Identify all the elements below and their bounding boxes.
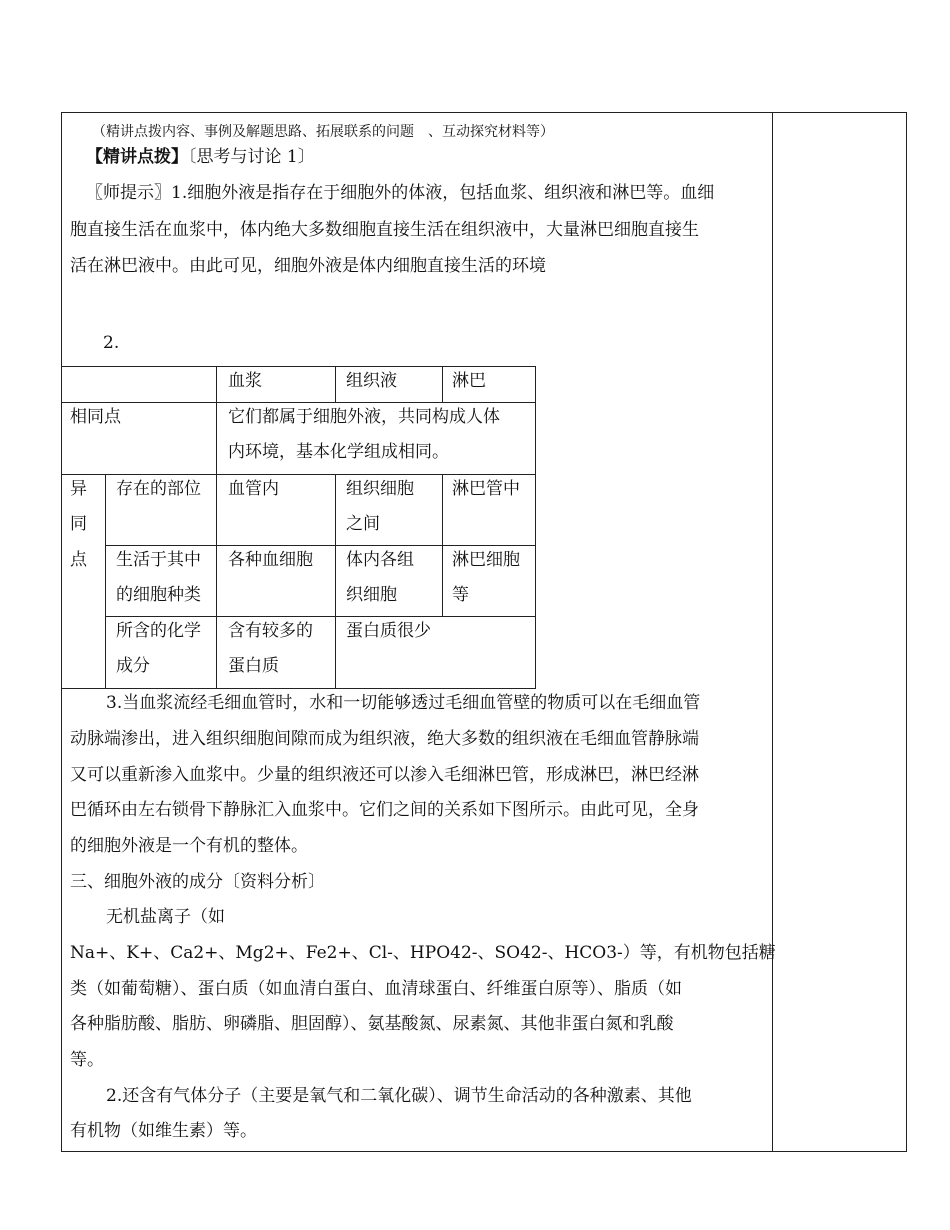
table-diff-label: 异	[70, 479, 87, 499]
table-cell: 蛋白质很少	[346, 621, 431, 641]
table-same-text: 它们都属于细胞外液，共同构成人体	[228, 407, 500, 427]
table-rule	[105, 616, 536, 617]
table-row-label: 生活于其中	[116, 550, 201, 570]
table-cell: 各种血细胞	[228, 550, 313, 570]
table-cell: 含有较多的	[228, 621, 313, 641]
table-cell: 淋巴细胞	[452, 550, 520, 570]
table-header-plasma: 血浆	[228, 371, 262, 391]
table-row-label: 的细胞种类	[116, 585, 201, 605]
table-cell: 等	[452, 585, 469, 605]
table-rule	[335, 474, 336, 688]
table-rule	[105, 545, 536, 546]
section-3-heading: 三、细胞外液的成分〔资料分析〕	[70, 872, 325, 892]
table-cell: 体内各组	[346, 550, 414, 570]
para3-line: 的细胞外液是一个有机的整体。	[70, 836, 308, 856]
table-rule	[61, 402, 536, 403]
header-note: （精讲点拨内容、事例及解题思路、拓展联系的问题 、互动探究材料等）	[92, 124, 554, 140]
para5-line: 2.还含有气体分子（主要是氧气和二氧化碳）、调节生命活动的各种激素、其他	[106, 1086, 692, 1106]
para3-line: 巴循环由左右锁骨下静脉汇入血浆中。它们之间的关系如下图所示。由此可见，全身	[70, 800, 699, 820]
table-same-text: 内环境，基本化学组成相同。	[228, 442, 449, 462]
table-diff-label: 同	[70, 514, 87, 534]
table-header-lymph: 淋巴	[452, 371, 486, 391]
para1-line: 胞直接生活在血浆中，体内绝大多数细胞直接生活在组织液中，大量淋巴细胞直接生	[70, 220, 699, 240]
para5-line: 有机物（如维生素）等。	[70, 1121, 257, 1141]
table-rule	[105, 474, 106, 688]
table-cell: 组织细胞	[346, 479, 414, 499]
table-cell: 淋巴管中	[452, 479, 520, 499]
table-row-label: 存在的部位	[116, 479, 201, 499]
para4-line: 类（如葡萄糖）、蛋白质（如血清白蛋白、血清球蛋白、纤维蛋白原等）、脂质（如	[70, 979, 682, 999]
table-rule	[61, 688, 536, 689]
section-title-bold: 【精讲点拨】	[86, 147, 188, 167]
table-cell: 血管内	[228, 479, 279, 499]
para4-line: 无机盐离子（如	[106, 907, 225, 927]
table-header-tissue-fluid: 组织液	[346, 371, 397, 391]
para1-line: 活在淋巴液中。由此可见，细胞外液是体内细胞直接生活的环境	[70, 256, 546, 276]
para3-line: 3.当血浆流经毛细血管时，水和一切能够透过毛细血管壁的物质可以在毛细血管	[106, 693, 701, 713]
table-rule	[335, 366, 336, 402]
table-row-label: 成分	[116, 656, 150, 676]
right-column-divider	[772, 112, 773, 1152]
para4-line: 等。	[70, 1050, 104, 1070]
table-same-label: 相同点	[70, 407, 121, 427]
table-cell: 织细胞	[346, 585, 397, 605]
para3-line: 又可以重新渗入血浆中。少量的组织液还可以渗入毛细淋巴管，形成淋巴，淋巴经淋	[70, 765, 699, 785]
table-diff-label: 点	[70, 550, 87, 570]
section-title	[86, 147, 315, 167]
para3-line: 动脉端渗出，进入组织细胞间隙而成为组织液，绝大多数的组织液在毛细血管静脉端	[70, 729, 699, 749]
table-cell: 之间	[346, 514, 380, 534]
table-rule	[535, 366, 536, 688]
table-rule	[61, 366, 536, 367]
table-rule	[61, 474, 536, 475]
table-cell: 蛋白质	[228, 656, 279, 676]
section-title-rest: 〔思考与讨论 1〕	[188, 147, 315, 167]
table-rule	[442, 474, 443, 616]
table-rule	[442, 366, 443, 402]
table-row-label: 所含的化学	[116, 621, 201, 641]
item-2-label: 2.	[103, 333, 120, 353]
para4-line: 各种脂肪酸、脂肪、卵磷脂、胆固醇）、氨基酸氮、尿素氮、其他非蛋白氮和乳酸	[70, 1014, 674, 1034]
para4-line: Na+、K+、Ca2+、Mg2+、Fe2+、Cl-、HPO42-、SO42-、HCO3-）等，有机物包括糖	[70, 943, 776, 963]
para1-line: 〖师提示〗1.细胞外液是指存在于细胞外的体液，包括血浆、组织液和淋巴等。血细	[86, 183, 715, 203]
table-rule	[216, 366, 217, 688]
